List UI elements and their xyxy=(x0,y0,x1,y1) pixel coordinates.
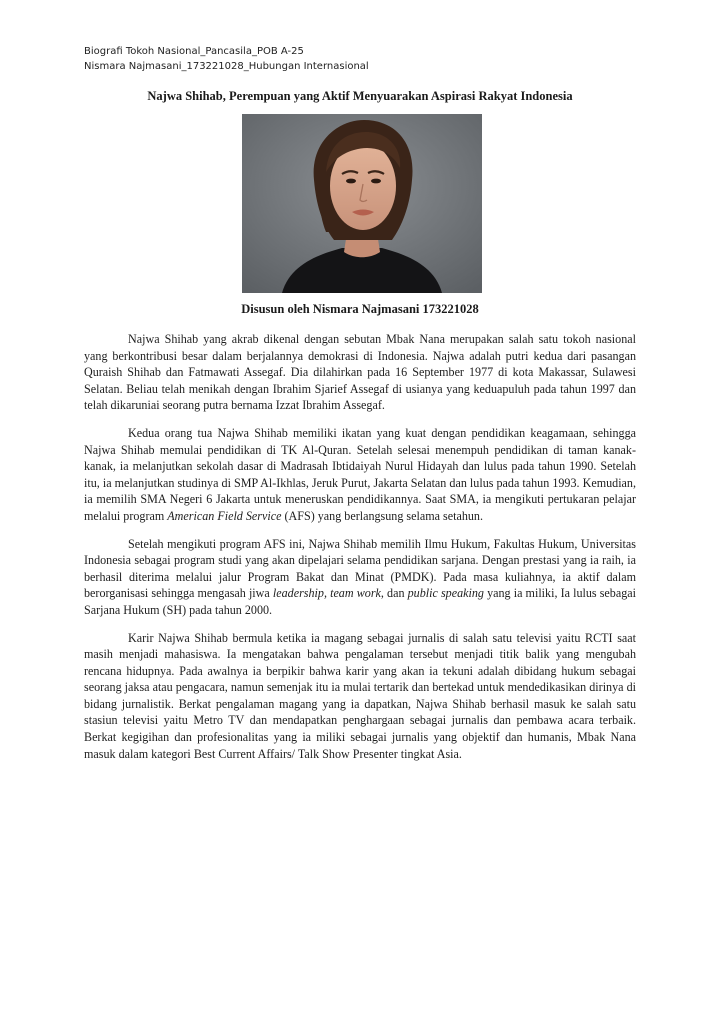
header-line-author: Nismara Najmasani_173221028_Hubungan Internasional xyxy=(84,61,369,72)
paragraph-university-italic-1: leadership, team work xyxy=(272,586,381,601)
paragraph-education-text-1: Kedua orang tua Najwa Shihab memiliki ikatan yang kuat dengan pendidikan keagamaan, sehingga Najwa Shihab memulai pendidikan di TK Al-Quran. Setelah selesai menempuh pendidikan di taman kanak-kanak, ia melanjutkan sekolah dasar di Madrasah Ibtidaiyah Nurul Hidayah dan lulus pada tahun 1990. Setelah itu, ia melanjutkan studinya di SMP Al-Ikhlas, Jeruk Purut, Jakarta Selatan dan lulus pada tahun 1993. Kemudian, ia memilih SMA Negeri 6 Jakarta untuk meneruskan pendidikannya. Saat SMA, ia mengikuti pertukaran pelajar melalui program xyxy=(84,425,636,523)
biography-body xyxy=(84,331,636,773)
paragraph-university-text-3: yang ia miliki, Ia lulus sebagai Sarjana Hukum (SH) pada tahun 2000. xyxy=(84,586,636,617)
paragraph-education xyxy=(84,425,636,525)
paragraph-university xyxy=(84,536,636,619)
paragraph-family xyxy=(84,331,636,414)
document-title: Najwa Shihab, Perempuan yang Aktif Menyuarakan Aspirasi Rakyat Indonesia xyxy=(147,89,573,103)
paragraph-family-text: Najwa Shihab yang akrab dikenal dengan sebutan Mbak Nana merupakan salah satu tokoh nasional yang berkontribusi besar dalam berjalannya demokrasi di Indonesia. Najwa adalah putri kedua dari pasangan Quraish Shihab dan Fatmawati Assegaf. Dia dilahirkan pada 16 September 1977 di kota Makassar, Sulawesi Selatan. Beliau telah menikah dengan Ibrahim Sjarief Assegaf di usianya yang keduapuluh pada tahun 1997 dan telah dikaruniai seorang putra bernama Izzat Ibrahim Assegaf. xyxy=(84,332,636,413)
document-header xyxy=(84,44,369,74)
paragraph-university-text-1: Setelah mengikuti program AFS ini, Najwa Shihab memilih Ilmu Hukum, Fakultas Hukum, Universitas Indonesia sebagai program studi yang akan dipelajari selama pendidikan sarjana. Dengan prestasi yang ia raih, ia berhasil diterima melalui jalur Program Bakat dan Minat (PMDK). Pada masa kuliahnya, ia aktif dalam berorganisasi sehingga mengasah jiwa xyxy=(84,536,636,601)
paragraph-education-italic: American Field Service xyxy=(167,508,282,523)
paragraph-university-italic-2: public speaking xyxy=(407,586,484,601)
header-line-course: Biografi Tokoh Nasional_Pancasila_POB A-25 xyxy=(84,46,304,57)
paragraph-career xyxy=(84,630,636,763)
paragraph-university-text-2: , dan xyxy=(380,586,408,601)
author-byline: Disusun oleh Nismara Najmasani 173221028 xyxy=(241,302,479,316)
portrait-photo xyxy=(242,114,482,293)
paragraph-career-text: Karir Najwa Shihab bermula ketika ia magang sebagai jurnalis di salah satu televisi yaitu RCTI saat masih menjadi mahasiswa. Ia mengatakan bahwa pengalaman tersebut menjadi titik balik yang mengubah rencana hidupnya. Pada awalnya ia berpikir bahwa karir yang akan ia tekuni adalah dibidang hukum sebagai seorang jaksa atau pengacara, namun semenjak itu ia mulai tertarik dan bertekad untuk mendedikasikan dirinya di bidang jurnalistik. Berkat pengalaman magang yang ia dapatkan, Najwa Shihab berhasil masuk ke salah satu stasiun televisi yaitu Metro TV dan mendapatkan penghargaan sebagai jurnalis dan pembawa acara terbaik. Berkat kegigihan dan profesionalitas yang ia miliki sebagai jurnalis yang objektif dan humanis, Mbak Nana masuk dalam kategori Best Current Affairs/ Talk Show Presenter tingkat Asia. xyxy=(84,630,636,761)
paragraph-education-text-2: (AFS) yang berlangsung selama setahun. xyxy=(281,508,483,523)
